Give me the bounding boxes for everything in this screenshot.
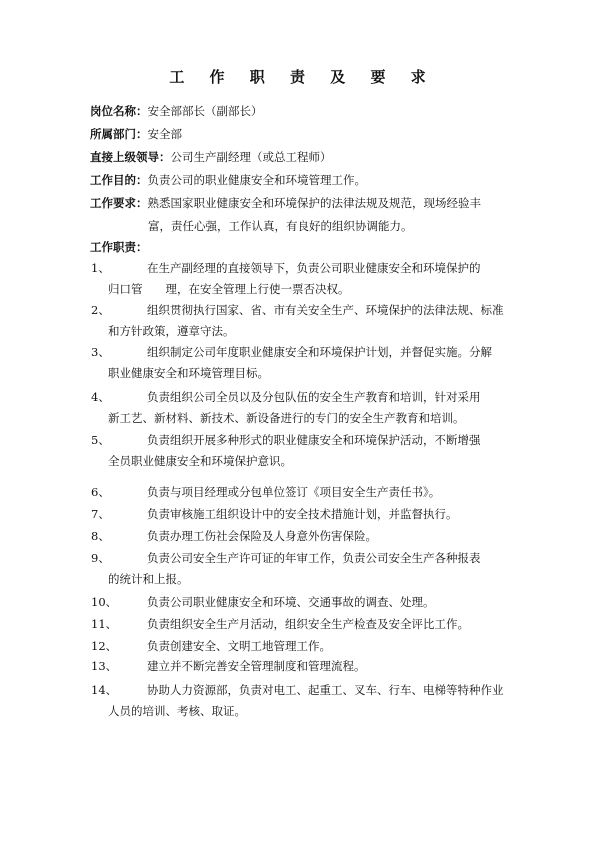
duty-text-line2: 人员的培训、考核、取证。 [108,704,246,718]
duty-text-line1: 负责组织公司全员以及分包队伍的安全生产教育和培训，针对采用 [147,390,481,404]
supervisor-value: 公司生产副经理（或总工程师） [170,150,332,164]
duty-text-line1: 负责创建安全、文明工地管理工作。 [147,639,331,653]
requirements-line2: 富，责任心强，工作认真，有良好的组织协调能力。 [148,219,413,233]
duty-number: 14、 [91,683,118,697]
position-field [90,103,263,119]
duty-number: 11、 [91,617,118,631]
duty-text-line2: 职业健康安全和环境管理目标。 [108,366,269,380]
duty-number: 9、 [91,551,110,565]
duty-number: 13、 [91,659,118,673]
duty-text-line2: 归口管 理，在安全管理上行使一票否决权。 [108,282,350,296]
purpose-field [90,172,366,188]
duty-text-line1: 组织制定公司年度职业健康安全和环境保护计划，并督促实施。分解 [147,345,492,359]
duty-text-line1: 负责公司安全生产许可证的年审工作，负责公司安全生产各种报表 [147,551,481,565]
duty-text-line1: 负责公司职业健康安全和环境、交通事故的调查、处理。 [147,595,435,609]
duty-text-line2: 和方针政策，遵章守法。 [108,324,235,338]
department-label: 所属部门： [90,127,148,141]
duty-text-line1: 负责审核施工组织设计中的安全技术措施计划，并监督执行。 [147,507,458,521]
requirements-label: 工作要求： [90,196,148,210]
duties-label: 工作职责： [90,240,148,254]
duty-text-line1: 协助人力资源部，负责对电工、起重工、叉车、行车、电梯等特种作业 [147,683,504,697]
duty-number: 7、 [91,507,110,521]
requirements-field [90,195,481,211]
duty-text-line2: 全员职业健康安全和环境保护意识。 [108,454,292,468]
duty-number: 6、 [91,485,110,499]
requirements-line1: 熟悉国家职业健康安全和环境保护的法律法规及规范，现场经验丰 [147,196,481,210]
duty-number: 5、 [91,433,110,447]
duty-text-line1: 在生产副经理的直接领导下，负责公司职业健康安全和环境保护的 [147,261,481,275]
duty-text-line1: 负责办理工伤社会保险及人身意外伤害保险。 [147,529,377,543]
duty-text-line1: 负责与项目经理或分包单位签订《项目安全生产责任书》。 [147,485,441,499]
duty-text-line2: 新工艺、新材料、新技术、新设备进行的专门的安全生产教育和培训。 [108,411,465,425]
duty-text-line1: 建立并不断完善安全管理制度和管理流程。 [147,659,366,673]
duty-number: 2、 [91,303,110,317]
position-label: 岗位名称： [90,104,148,118]
position-value: 安全部部长（副部长） [147,104,263,118]
duty-text-line1: 负责组织安全生产月活动，组织安全生产检查及安全评比工作。 [147,617,469,631]
department-value: 安全部 [147,127,182,141]
supervisor-field [90,149,332,165]
duty-text-line1: 负责组织开展多种形式的职业健康安全和环境保护活动，不断增强 [147,433,481,447]
duty-number: 10、 [91,595,118,609]
duty-number: 1、 [91,261,110,275]
duty-number: 3、 [91,345,110,359]
duty-number: 8、 [91,529,110,543]
duty-text-line1: 组织贯彻执行国家、省、市有关安全生产、环境保护的法律法规、标准 [147,303,504,317]
purpose-label: 工作目的： [90,173,148,187]
page-title: 工 作 职 责 及 要 求 [169,68,436,86]
duty-text-line2: 的统计和上报。 [108,572,189,586]
duty-number: 4、 [91,390,110,404]
duty-number: 12、 [91,639,118,653]
purpose-value: 负责公司的职业健康安全和环境管理工作。 [147,173,366,187]
supervisor-label: 直接上级领导： [90,150,171,164]
department-field [90,126,182,142]
